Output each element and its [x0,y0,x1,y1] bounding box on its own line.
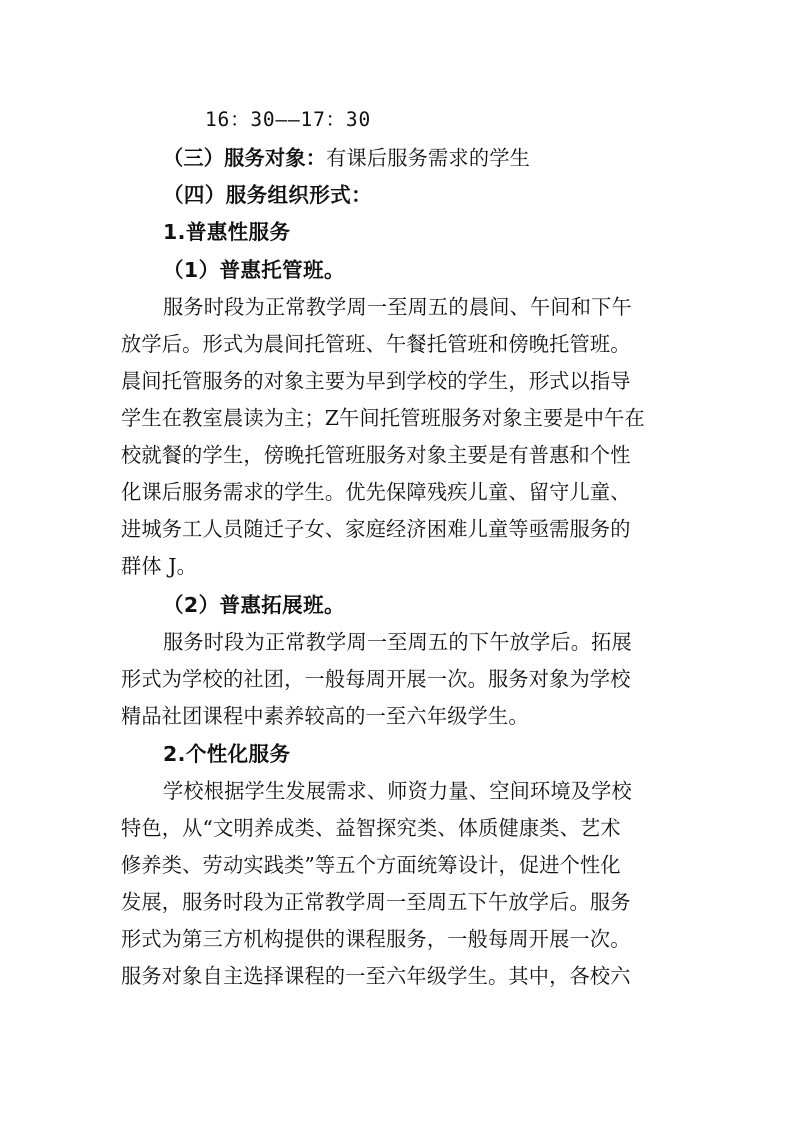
paragraph-line: 化课后服务需求的学生。优先保障残疾儿童、留守儿童、 [121,480,631,504]
section4-heading: （四）服务组织形式： [163,183,372,207]
section3-heading: （三）服务对象： [163,146,327,170]
paragraph-line: 进城务工人员随迁子女、家庭经济困难儿童等亟需服务的 [121,517,631,541]
paragraph-line: 学校根据学生发展需求、师资力量、空间环境及学校 [163,779,632,803]
section3-text: 有课后服务需求的学生 [326,146,530,170]
item1-heading: 1.普惠性服务 [163,220,291,244]
paragraph-line: 放学后。形式为晨间托管班、午餐托管班和傍晚托管班。 [121,332,631,356]
paragraph-line: 特色，从“文明养成类、益智探究类、体质健康类、艺术 [121,816,621,840]
paragraph-line: 形式为学校的社团，一般每周开展一次。服务对象为学校 [121,667,631,691]
paragraph-line: 修养类、劳动实践类”等五个方面统筹设计，促进个性化 [121,853,621,877]
paragraph-line: 群体 J。 [121,554,198,578]
paragraph-line: 校就餐的学生，傍晚托管班服务对象主要是有普惠和个性 [121,443,631,467]
sub2-heading: （2）普惠拓展班。 [163,593,345,617]
paragraph-line: 服务对象自主选择课程的一至六年级学生。其中，各校六 [121,964,631,988]
time-range-line: 16：30——17：30 [205,108,371,131]
paragraph-line: 服务时段为正常教学周一至周五的晨间、午间和下午 [163,295,632,319]
item2-heading: 2.个性化服务 [163,742,291,766]
paragraph-line: 学生在教室晨读为主；Z午间托管班服务对象主要是中午在 [121,406,645,430]
paragraph-line: 服务时段为正常教学周一至周五的下午放学后。拓展 [163,630,632,654]
sub1-heading: （1）普惠托管班。 [163,258,345,282]
paragraph-line: 晨间托管服务的对象主要为早到学校的学生，形式以指导 [121,369,631,393]
paragraph-line: 精品社团课程中素养较高的一至六年级学生。 [121,704,529,728]
paragraph-line: 形式为第三方机构提供的课程服务，一般每周开展一次。 [121,927,631,951]
paragraph-line: 发展，服务时段为正常教学周一至周五下午放学后。服务 [121,890,631,914]
section3-line [163,143,530,173]
